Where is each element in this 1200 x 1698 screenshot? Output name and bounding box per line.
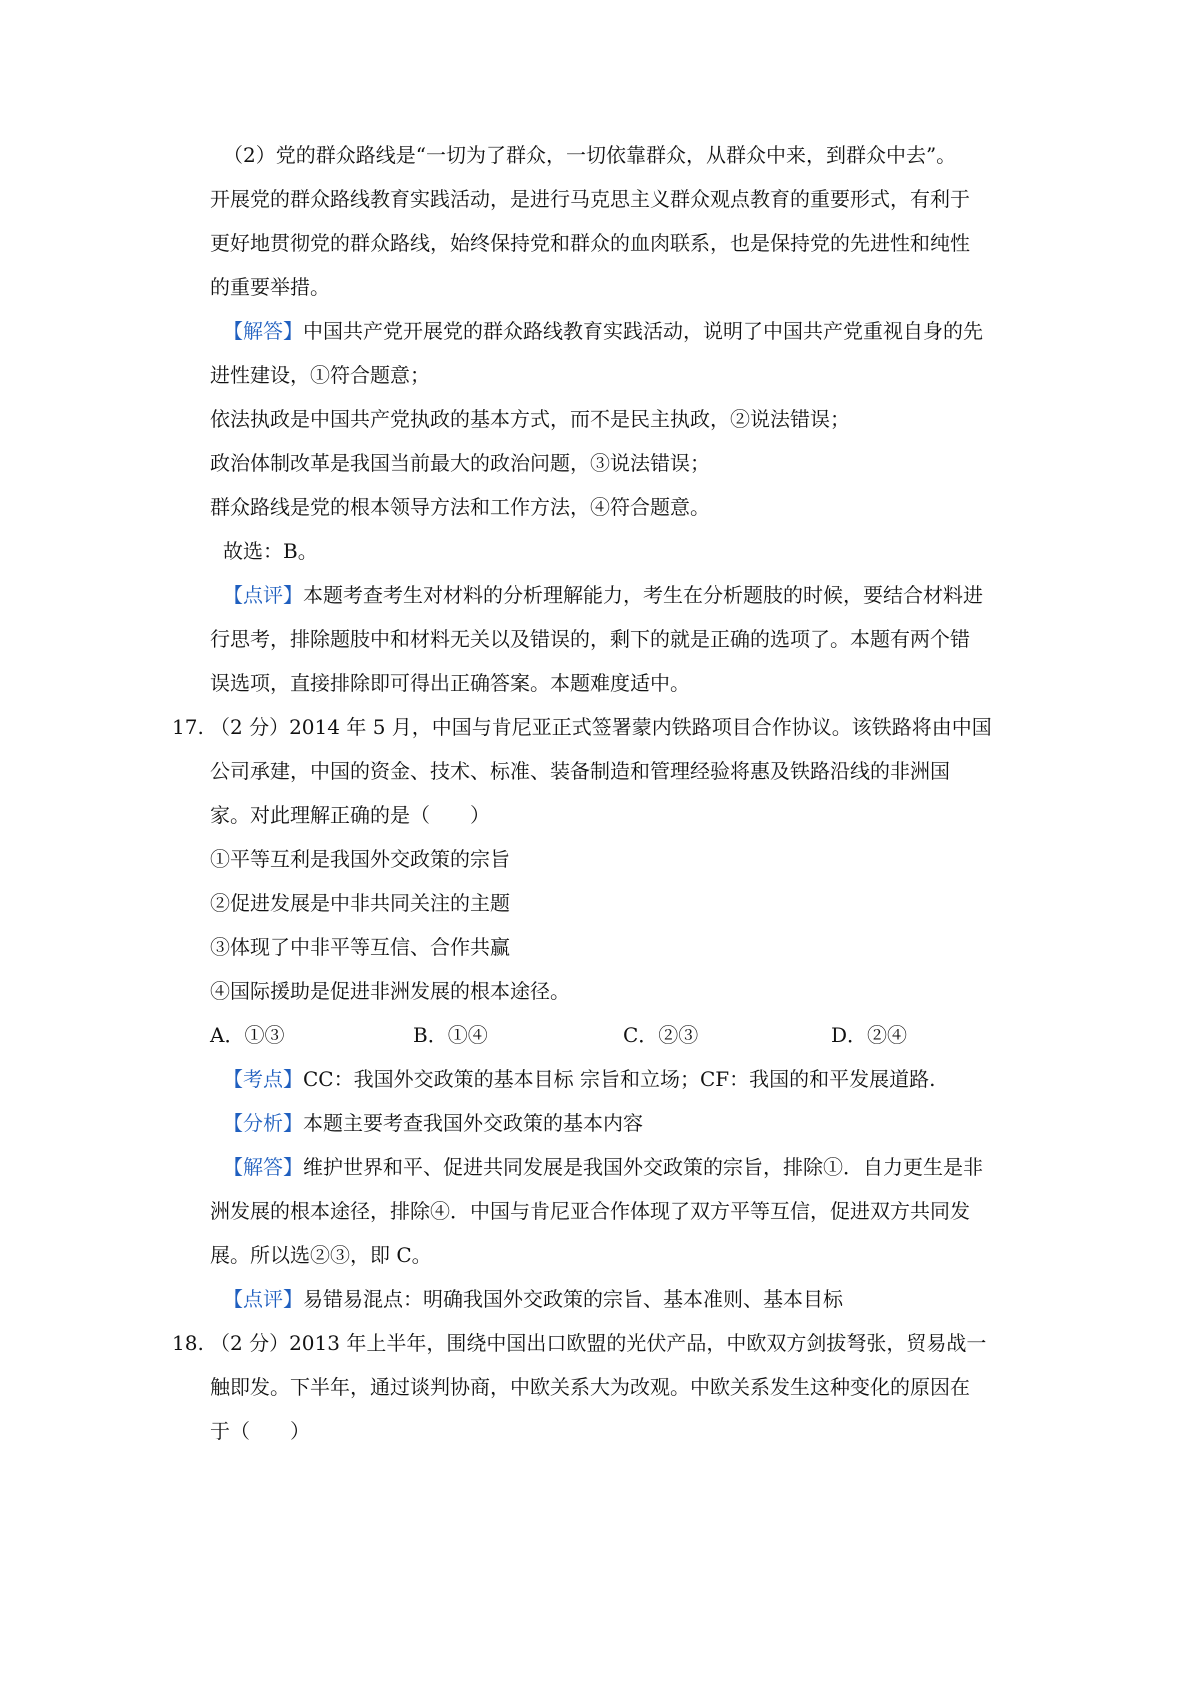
comment-text: 本题考查考生对材料的分析理解能力，考生在分析题肢的时候，要结合材料进 (303, 583, 983, 607)
q17-comment (223, 1284, 1043, 1314)
q18-stem-text: （2 分）2013 年上半年，围绕中国出口欧盟的光伏产品，中欧双方剑拔弩张，贸易战一 (210, 1331, 987, 1355)
q17-option-d: D．②④ (831, 1023, 908, 1047)
q16-answer-line-5: 群众路线是党的根本领导方法和工作方法，④符合题意。 (210, 495, 710, 519)
q17-option-b: B．①④ (413, 1023, 488, 1047)
q16-comment-line-3: 误选项，直接排除即可得出正确答案。本题难度适中。 (210, 671, 690, 695)
kaodian-tag: 【考点】 (223, 1067, 303, 1091)
comment-tag: 【点评】 (223, 583, 303, 607)
comment-text: 易错易混点：明确我国外交政策的宗旨、基本准则、基本目标 (303, 1287, 843, 1311)
q18-stem-line-3: 于（ ） (210, 1419, 310, 1443)
fenxi-tag: 【分析】 (223, 1111, 303, 1135)
q16-analysis-line-2: 开展党的群众路线教育实践活动，是进行马克思主义群众观点教育的重要形式，有利于 (210, 187, 970, 211)
q17-answer-line-3: 展。所以选②③，即 C。 (210, 1243, 432, 1267)
q16-answer-line-4: 政治体制改革是我国当前最大的政治问题，③说法错误； (210, 451, 710, 475)
q17-kaodian (223, 1064, 1043, 1094)
q17-stem-line-2: 公司承建，中国的资金、技术、标准、装备制造和管理经验将惠及铁路沿线的非洲国 (210, 759, 950, 783)
q17-item-4: ④国际援助是促进非洲发展的根本途径。 (210, 979, 570, 1003)
q16-answer-line-1 (223, 316, 1043, 346)
q17-stem-line-1 (172, 712, 1030, 742)
q17-item-2: ②促进发展是中非共同关注的主题 (210, 891, 510, 915)
answer-tag: 【解答】 (223, 319, 303, 343)
q16-answer-choice: 故选：B。 (223, 539, 318, 563)
q16-comment-line-1 (223, 580, 1043, 610)
q16-analysis-line-1: （2）党的群众路线是“一切为了群众，一切依靠群众，从群众中来，到群众中去”。 (223, 143, 957, 167)
q16-analysis-line-4: 的重要举措。 (210, 275, 330, 299)
q17-answer-line-1 (223, 1152, 1043, 1182)
q18-stem-line-2: 触即发。下半年，通过谈判协商，中欧关系大为改观。中欧关系发生这种变化的原因在 (210, 1375, 970, 1399)
q17-answer-line-2: 洲发展的根本途径，排除④．中国与肯尼亚合作体现了双方平等互信，促进双方共同发 (210, 1199, 970, 1223)
q16-comment-line-2: 行思考，排除题肢中和材料无关以及错误的，剩下的就是正确的选项了。本题有两个错 (210, 627, 970, 651)
answer-text: 中国共产党开展党的群众路线教育实践活动，说明了中国共产党重视自身的先 (303, 319, 983, 343)
comment-tag: 【点评】 (223, 1287, 303, 1311)
kaodian-text: CC：我国外交政策的基本目标 宗旨和立场；CF：我国的和平发展道路. (303, 1067, 936, 1091)
answer-text: 维护世界和平、促进共同发展是我国外交政策的宗旨，排除①．自力更生是非 (303, 1155, 983, 1179)
q18-stem-line-1 (172, 1328, 1030, 1358)
q16-analysis-line-3: 更好地贯彻党的群众路线，始终保持党和群众的血肉联系，也是保持党的先进性和纯性 (210, 231, 970, 255)
q16-answer-line-2: 进性建设，①符合题意； (210, 363, 430, 387)
answer-tag: 【解答】 (223, 1155, 303, 1179)
q17-item-3: ③体现了中非平等互信、合作共赢 (210, 935, 510, 959)
q17-option-c: C．②③ (623, 1023, 699, 1047)
q17-number: 17. (172, 715, 204, 739)
q17-fenxi (223, 1108, 1043, 1138)
q17-item-1: ①平等互利是我国外交政策的宗旨 (210, 847, 510, 871)
q17-option-a: A．①③ (210, 1023, 285, 1047)
q17-stem-text: （2 分）2014 年 5 月，中国与肯尼亚正式签署蒙内铁路项目合作协议。该铁路将由中国 (210, 715, 992, 739)
fenxi-text: 本题主要考查我国外交政策的基本内容 (303, 1111, 643, 1135)
q18-number: 18. (172, 1331, 204, 1355)
q16-answer-line-3: 依法执政是中国共产党执政的基本方式，而不是民主执政，②说法错误； (210, 407, 850, 431)
q17-stem-line-3: 家。对此理解正确的是（ ） (210, 803, 490, 827)
